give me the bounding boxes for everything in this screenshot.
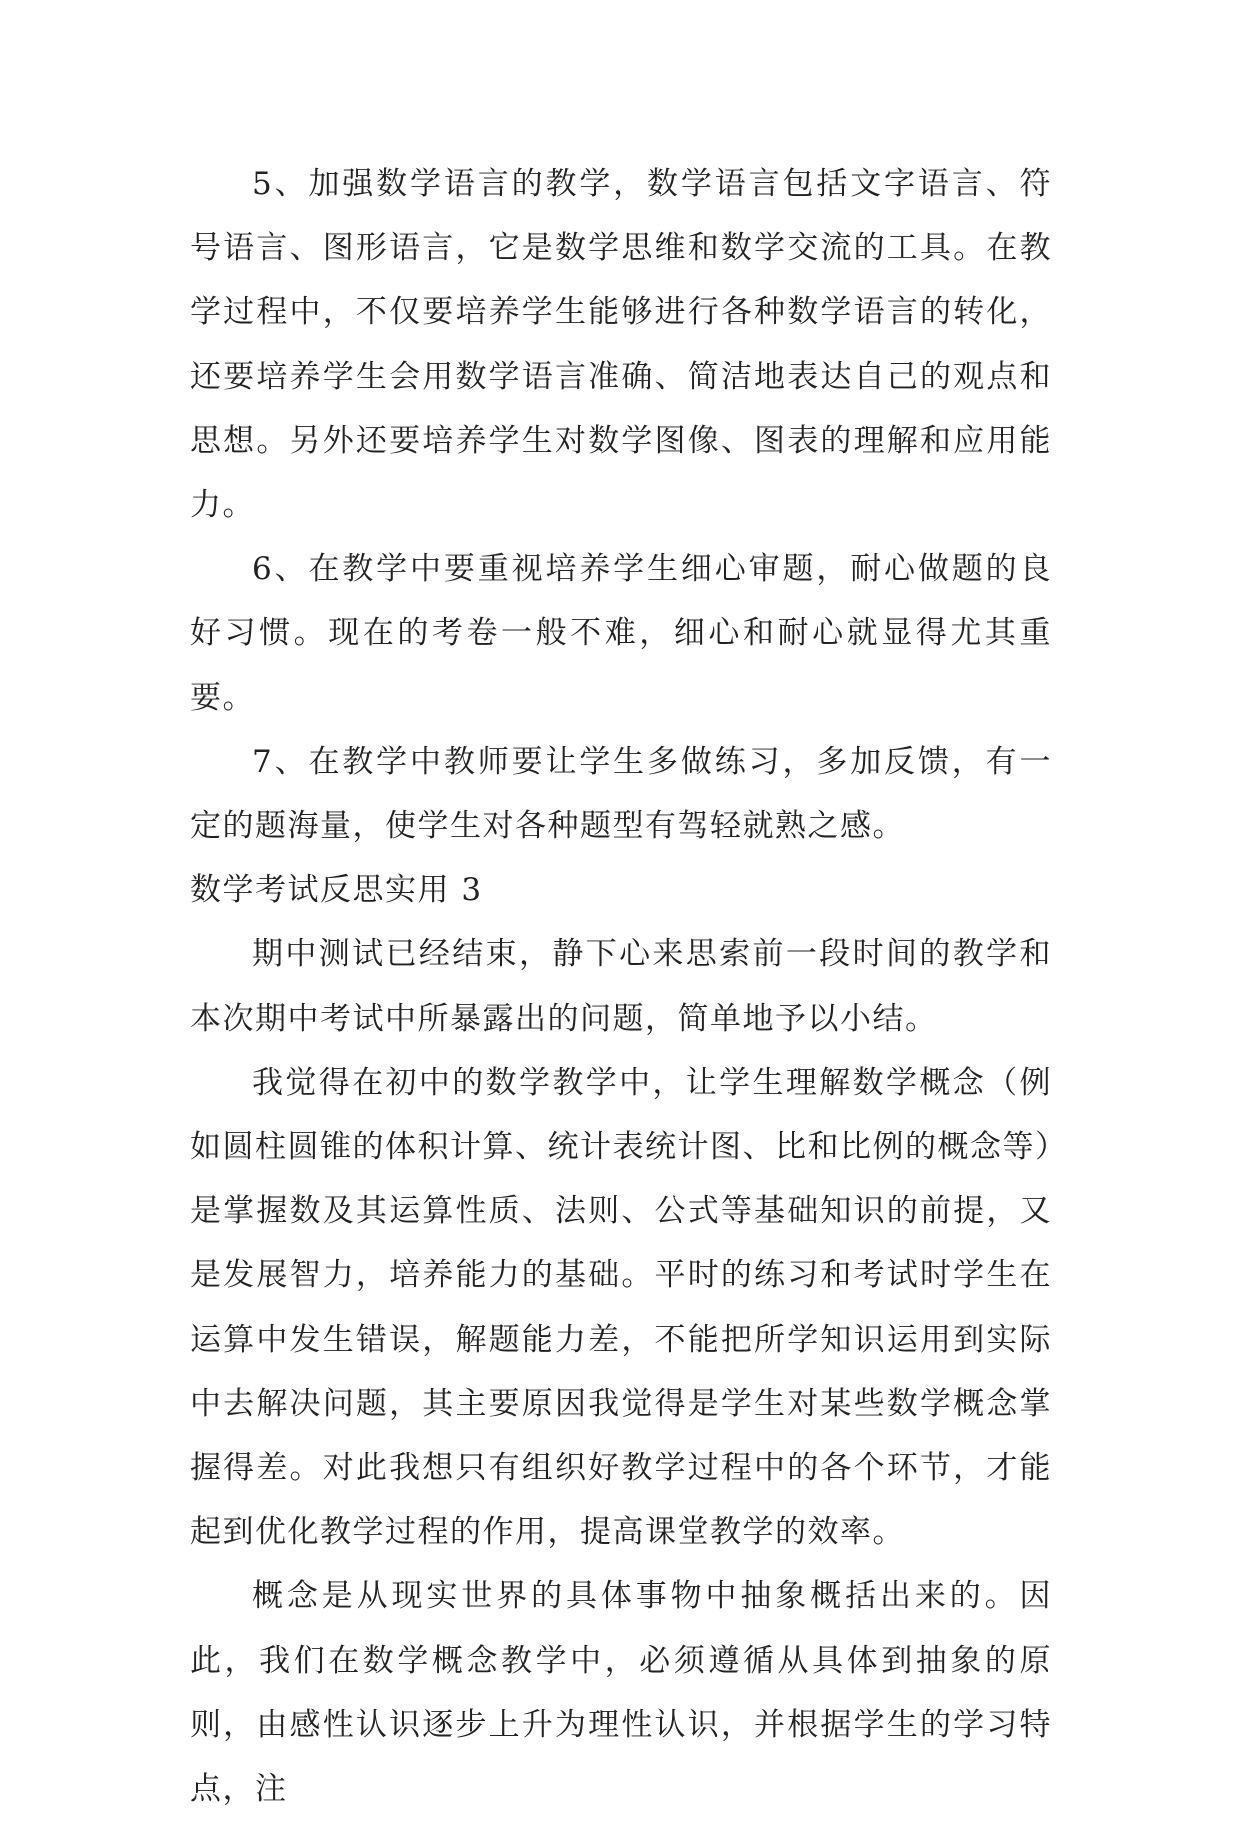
paragraph-intro: 期中测试已经结束，静下心来思索前一段时间的教学和本次期中考试中所暴露出的问题，简单地予以小结。 <box>190 936 1052 1037</box>
paragraph-concept-abstraction: 概念是从现实世界的具体事物中抽象概括出来的。因此，我们在数学概念教学中，必须遵循从具体到抽象的原则，由感性认识逐步上升为理性认识，并根据学生的学习特点，注 <box>190 1578 1052 1808</box>
paragraph-concept-understanding: 我觉得在初中的数学教学中，让学生理解数学概念（例如圆柱圆锥的体积计算、统计表统计图、比和比例的概念等）是掌握数及其运算性质、法则、公式等基础知识的前提，又是发展智力，培养能力的基础。平时的练习和考试时学生在运算中发生错误，解题能力差，不能把所学知识运用到实际中去解决问题，其主要原因我觉得是学生对某些数学概念掌握得差。对此我想只有组织好教学过程中的各个环节，才能起到优化教学过程的作用，提高课堂教学的效率。 <box>190 1064 1052 1551</box>
section-heading: 数学考试反思实用 3 <box>190 872 483 909</box>
paragraph-item-7: 7、在教学中教师要让学生多做练习，多加反馈，有一定的题海量，使学生对各种题型有驾轻就熟之感。 <box>190 743 1052 845</box>
paragraph-item-5: 5、加强数学语言的教学，数学语言包括文字语言、符号语言、图形语言，它是数学思维和数学交流的工具。在教学过程中，不仅要培养学生能够进行各种数学语言的转化，还要培养学生会用数学语言准确、简洁地表达自己的观点和思想。另外还要培养学生对数学图像、图表的理解和应用能力。 <box>190 166 1052 524</box>
paragraph-item-6: 6、在教学中要重视培养学生细心审题，耐心做题的良好习惯。现在的考卷一般不难，细心和耐心就显得尤其重要。 <box>190 551 1052 716</box>
document-body <box>190 152 1052 1821</box>
